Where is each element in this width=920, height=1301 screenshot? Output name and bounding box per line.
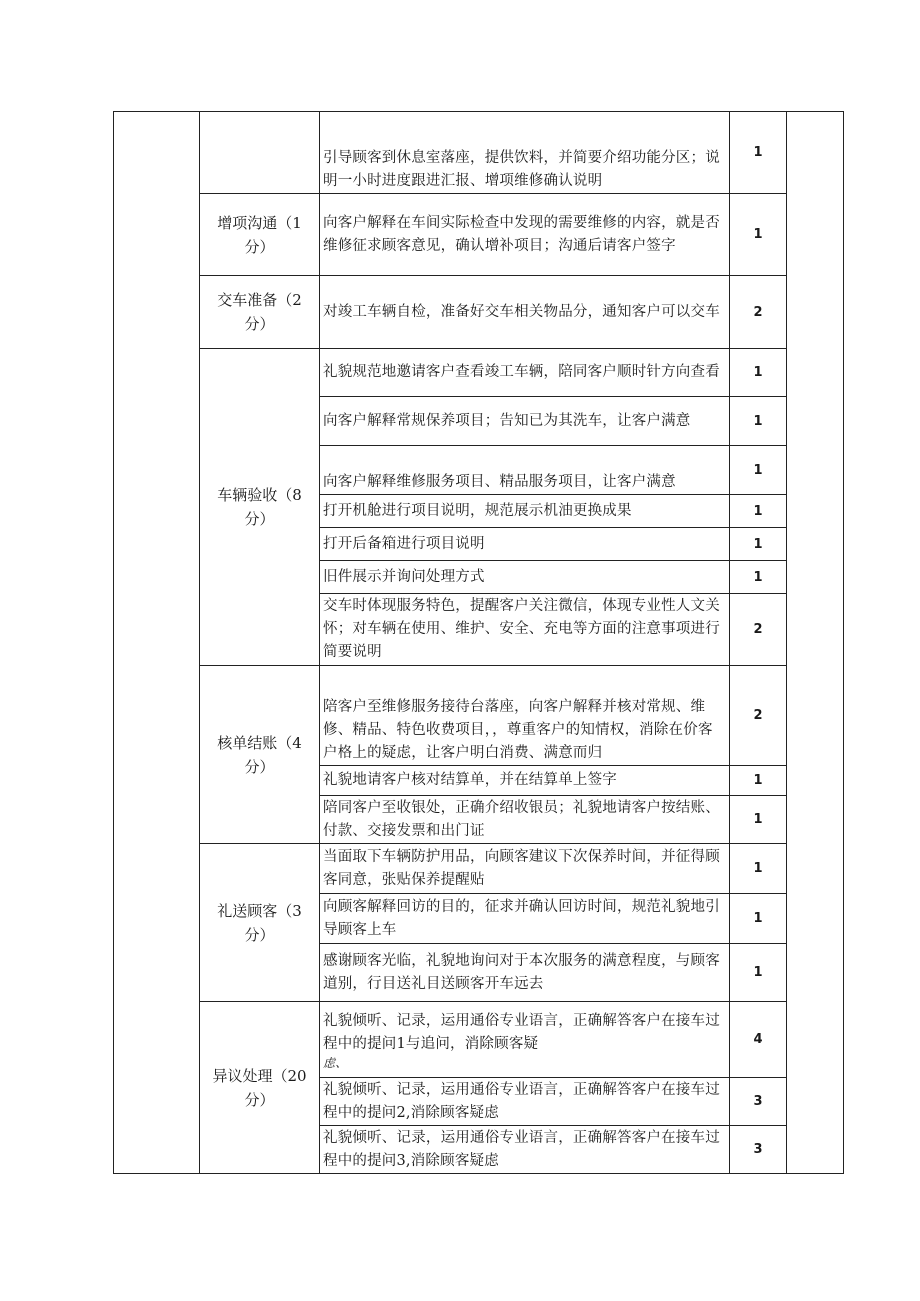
score-cell: 1	[730, 766, 787, 796]
item-description: 旧件展示并询问处理方式	[320, 561, 730, 594]
table-row	[114, 276, 844, 349]
score-cell: 1	[730, 349, 787, 397]
category-cell	[200, 194, 320, 276]
item-description-tail: 虑、	[323, 1055, 348, 1070]
score-cell: 1	[730, 446, 787, 495]
score-cell: 4	[730, 1002, 787, 1078]
scoring-table	[113, 111, 844, 1174]
item-description: 向客户解释在车间实际检查中发现的需要维修的内容，就是否维修征求顾客意见，确认增补项目；沟通后请客户签字	[320, 194, 730, 276]
score-cell: 1	[730, 194, 787, 276]
item-description: 引导顾客到休息室落座，提供饮料，并简要介绍功能分区；说明一小时进度跟进汇报、增项维修确认说明	[320, 112, 730, 194]
table-row	[114, 194, 844, 276]
item-description: 陪客户至维修服务接待台落座，向客户解释并核对常规、维修、精品、特色收费项目，，尊重客户的知情权，消除在价客户格上的疑虑，让客户明白消费、满意而归	[320, 666, 730, 766]
category-cell	[200, 276, 320, 349]
category-label: 增项沟通（1	[217, 213, 302, 232]
item-description: 打开后备箱进行项目说明	[320, 528, 730, 561]
item-description: 礼貌规范地邀请客户查看竣工车辆，陪同客户顺时针方向查看	[320, 349, 730, 397]
item-description-text: 礼貌倾听、记录，运用通俗专业语言，正确解答客户在接车过程中的提问1与追问，消除顾客疑	[323, 1012, 720, 1052]
score-cell: 3	[730, 1126, 787, 1174]
score-cell: 1	[730, 495, 787, 528]
table-row	[114, 349, 844, 397]
item-description: 打开机舱进行项目说明，规范展示机油更换成果	[320, 495, 730, 528]
score-cell: 1	[730, 894, 787, 944]
score-cell: 1	[730, 561, 787, 594]
category-label: 核单结账（4	[217, 733, 302, 752]
score-cell: 1	[730, 944, 787, 1002]
item-description: 礼貌倾听、记录，运用通俗专业语言，正确解答客户在接车过程中的提问3,消除顾客疑虑	[320, 1126, 730, 1174]
category-cell	[200, 349, 320, 666]
right-blank-column	[787, 112, 844, 1174]
category-points: 分）	[244, 757, 275, 776]
category-label: 礼送顾客（3	[217, 901, 302, 920]
item-description: 感谢顾客光临，礼貌地询问对于本次服务的满意程度，与顾客道别，行目送礼目送顾客开车远去	[320, 944, 730, 1002]
score-cell: 3	[730, 1078, 787, 1126]
item-description: 交车时体现服务特色，提醒客户关注微信，体现专业性人文关怀；对车辆在使用、维护、安全、充电等方面的注意事项进行简要说明	[320, 594, 730, 666]
score-cell: 1	[730, 112, 787, 194]
category-cell	[200, 112, 320, 194]
table-row	[114, 1002, 844, 1078]
category-cell	[200, 844, 320, 1002]
score-cell: 2	[730, 666, 787, 766]
item-description: 向顾客解释回访的目的，征求并确认回访时间，规范礼貌地引导顾客上车	[320, 894, 730, 944]
item-description: 向客户解释常规保养项目；告知已为其洗车，让客户满意	[320, 397, 730, 446]
score-cell: 2	[730, 276, 787, 349]
table-row	[114, 666, 844, 766]
category-label: 车辆验收（8	[217, 486, 302, 504]
category-points: 分）	[244, 237, 275, 256]
table-row	[114, 844, 844, 894]
category-points: 分）	[244, 1090, 275, 1109]
score-cell: 2	[730, 594, 787, 666]
table-row	[114, 112, 844, 194]
category-cell	[200, 666, 320, 844]
item-description: 礼貌地请客户核对结算单，并在结算单上签字	[320, 766, 730, 796]
item-description: 礼貌倾听、记录，运用通俗专业语言，正确解答客户在接车过程中的提问2,消除顾客疑虑	[320, 1078, 730, 1126]
item-description	[320, 1002, 730, 1078]
category-points: 分）	[244, 925, 275, 944]
item-description: 陪同客户至收银处，正确介绍收银员；礼貌地请客户按结账、付款、交接发票和出门证	[320, 796, 730, 844]
score-cell: 1	[730, 796, 787, 844]
score-cell: 1	[730, 397, 787, 446]
category-cell	[200, 1002, 320, 1174]
score-cell: 1	[730, 844, 787, 894]
score-cell: 1	[730, 528, 787, 561]
item-description: 向客户解释维修服务项目、精品服务项目，让客户满意	[320, 446, 730, 495]
category-points: 分）	[244, 315, 275, 333]
category-label: 交车准备（2	[217, 291, 302, 309]
category-points: 分）	[244, 510, 275, 528]
item-description: 对竣工车辆自检，准备好交车相关物品分，通知客户可以交车	[320, 276, 730, 349]
category-label: 异议处理（20	[212, 1066, 307, 1085]
item-description: 当面取下车辆防护用品，向顾客建议下次保养时间，并征得顾客同意，张贴保养提醒贴	[320, 844, 730, 894]
left-blank-column	[114, 112, 200, 1174]
